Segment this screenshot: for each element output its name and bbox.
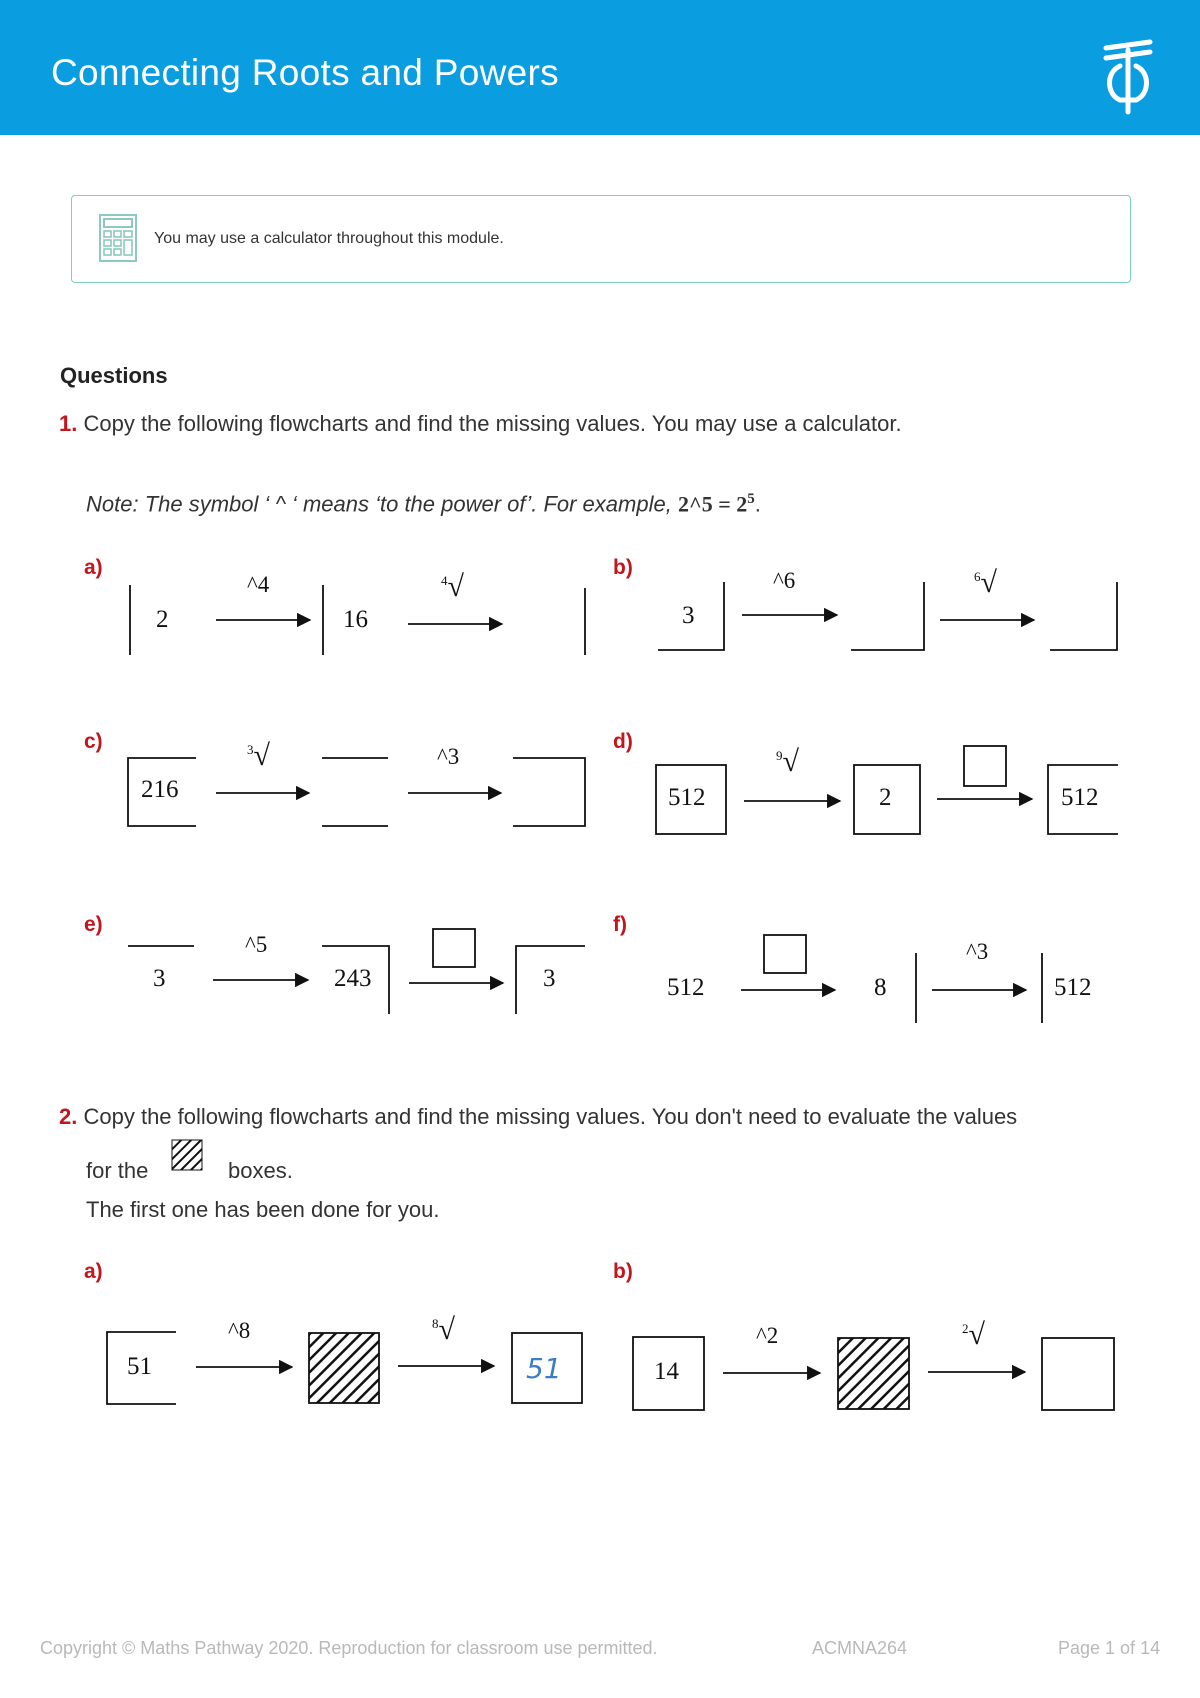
q1b-start-value: 3 xyxy=(682,602,695,629)
q1-part-d-label: d) xyxy=(613,730,633,753)
question-2-text-line-2a: for the xyxy=(86,1158,149,1183)
q1f-end-value: 512 xyxy=(1054,974,1092,1001)
note-example: 2^5 = 2 xyxy=(677,491,748,517)
q1a-middle-value: 16 xyxy=(343,606,368,633)
root-index: 2 xyxy=(962,1321,969,1336)
root-index: 8 xyxy=(432,1316,439,1331)
q2a-operation-2 xyxy=(432,1313,455,1347)
root-index: 6 xyxy=(974,569,981,584)
root-symbol: √ xyxy=(782,745,799,778)
q1e-start-value: 3 xyxy=(153,965,166,992)
q2-part-a-label: a) xyxy=(84,1260,103,1283)
root-index: 9 xyxy=(776,748,783,763)
q1e-middle-value: 243 xyxy=(334,965,372,992)
q2b-start-value: 14 xyxy=(654,1358,679,1385)
question-2-text-line-2b: boxes. xyxy=(228,1158,293,1183)
question-2-number: 2. xyxy=(59,1104,78,1129)
q2a-end-value-handwritten: 51 xyxy=(526,1352,562,1385)
question-1-number: 1. xyxy=(59,411,78,436)
q2a-operation-1: ^8 xyxy=(228,1318,251,1343)
q1c-operation-2: ^3 xyxy=(437,744,460,769)
q1-part-f-label: f) xyxy=(613,913,627,936)
note-end: . xyxy=(754,491,761,517)
q1-part-b-label: b) xyxy=(613,556,633,579)
questions-heading: Questions xyxy=(60,363,168,388)
q1d-end-value: 512 xyxy=(1061,784,1099,811)
q2-part-b-label: b) xyxy=(613,1260,633,1283)
q1b-operation-1: ^6 xyxy=(773,568,796,593)
q2a-start-value: 51 xyxy=(127,1353,152,1380)
q1d-middle-value: 2 xyxy=(879,784,892,811)
page-title: Connecting Roots and Powers xyxy=(51,52,559,93)
q1f-start-value: 512 xyxy=(667,974,705,1001)
q1c-start-value: 216 xyxy=(141,776,179,803)
calculator-note-text: You may use a calculator throughout this module. xyxy=(154,230,504,247)
root-symbol: √ xyxy=(447,570,464,603)
root-index: 4 xyxy=(441,573,448,588)
q1a-operation-1: ^4 xyxy=(247,572,270,597)
question-2-prompt: Copy the following flowcharts and find the missing values. You don't need to evaluate the values xyxy=(83,1104,1018,1129)
root-symbol: √ xyxy=(968,1318,985,1351)
q1e-operation-1: ^5 xyxy=(245,932,268,957)
q1-part-e-label: e) xyxy=(84,913,103,936)
q1f-middle-value: 8 xyxy=(874,974,887,1001)
q1e-end-value: 3 xyxy=(543,965,556,992)
note-example-exponent: 5 xyxy=(747,491,755,507)
root-symbol: √ xyxy=(438,1313,455,1346)
q2b-operation-2 xyxy=(962,1318,985,1352)
q1a-start-value: 2 xyxy=(156,606,169,633)
q2b-operation-1: ^2 xyxy=(756,1323,779,1348)
q1-part-c-label: c) xyxy=(84,730,103,753)
question-2-text-line-3: The first one has been done for you. xyxy=(86,1197,440,1222)
root-index: 3 xyxy=(247,742,254,757)
q1d-start-value: 512 xyxy=(668,784,706,811)
q1f-operation-2: ^3 xyxy=(966,939,989,964)
footer-page-number: Page 1 of 14 xyxy=(1058,1638,1161,1658)
question-1-prompt: Copy the following flowcharts and find the missing values. You may use a calculator. xyxy=(83,411,902,436)
root-symbol: √ xyxy=(980,566,997,599)
footer-copyright: Copyright © Maths Pathway 2020. Reproduction for classroom use permitted. xyxy=(40,1638,658,1658)
footer-code: ACMNA264 xyxy=(812,1638,908,1658)
root-symbol: √ xyxy=(253,739,270,772)
note-italic-text: Note: The symbol ‘ ^ ‘ means ‘to the power of’. For example, xyxy=(86,491,678,517)
q1-part-a-label: a) xyxy=(84,556,103,579)
